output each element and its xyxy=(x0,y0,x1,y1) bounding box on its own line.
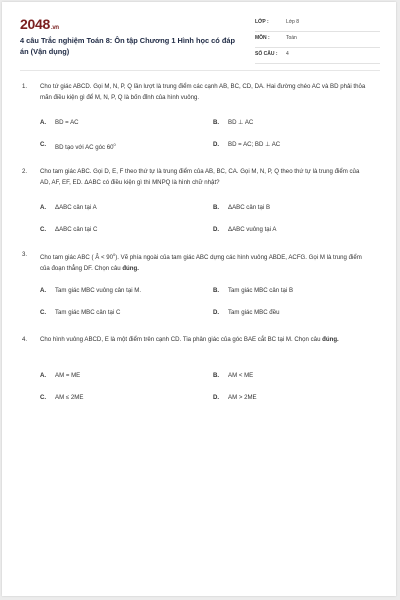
worksheet-page xyxy=(2,2,396,596)
page-title: 4 câu Trắc nghiệm Toán 8: Ôn tập Chương 1 Hình học có đáp án (Vận dụng) xyxy=(20,36,235,56)
option-letter: C. xyxy=(40,394,47,401)
question-text: Cho tứ giác ABCD. Gọi M, N, P, Q lần lượt là trung điểm các cạnh AB, BC, CD, DA. Hai đường chéo AC và BD phải thỏa mãn điều kiện gì để M, N, P, Q là bốn đỉnh của hình vuông. xyxy=(40,83,366,101)
logo-main: 2048 xyxy=(20,16,50,32)
option-text: Tam giác MBC cân tại C xyxy=(55,309,121,316)
question-number: 3. xyxy=(22,251,28,258)
option-letter: B. xyxy=(213,287,220,294)
option-letter: A. xyxy=(40,119,47,126)
option-text: ΔABC cân tại A xyxy=(55,204,97,211)
option-letter: A. xyxy=(40,372,47,379)
option-text: Tam giác MBC đều xyxy=(228,309,280,316)
option-text: AM > 2ME xyxy=(228,394,257,401)
question-number: 4. xyxy=(22,336,28,343)
option-letter: C. xyxy=(40,309,47,316)
logo-domain: .vn xyxy=(50,25,59,31)
meta-label: LỚP : xyxy=(255,19,269,25)
question-2 xyxy=(20,167,375,247)
option-letter: B. xyxy=(213,119,220,126)
meta-row-subject xyxy=(255,32,380,48)
option-letter: D. xyxy=(213,309,220,316)
question-3 xyxy=(20,250,375,330)
option-letter: A. xyxy=(40,287,47,294)
option-text: BD = AC xyxy=(55,119,79,126)
question-text: Cho hình vuông ABCD, E là một điểm trên cạnh CD. Tia phân giác của góc BAE cắt BC tại M. Chọn câu đúng. xyxy=(40,336,339,343)
option-letter: D. xyxy=(213,394,220,401)
option-letter: D. xyxy=(213,141,220,148)
option-text: ΔABC vuông tại A xyxy=(228,226,277,233)
meta-label: SỐ CÂU : xyxy=(255,51,278,57)
meta-value: 4 xyxy=(286,51,289,57)
option-text: AM < ME xyxy=(228,372,254,379)
site-logo[interactable] xyxy=(20,16,59,32)
question-4 xyxy=(20,335,375,415)
option-text: AM ≤ 2ME xyxy=(55,394,84,401)
question-number: 2. xyxy=(22,168,28,175)
option-letter: C. xyxy=(40,141,47,148)
question-number: 1. xyxy=(22,83,28,90)
question-text: Cho tam giác ABC. Gọi D, E, F theo thứ tự là trung điểm của AB, BC, CA. Gọi M, N, P, Q theo thứ tự là trung điểm của AD, AF, EF, ED. ΔABC có điều kiện gì thì MNPQ là hình chữ nhật? xyxy=(40,168,360,186)
option-text: BD = AC; BD ⊥ AC xyxy=(228,141,281,148)
meta-info-panel xyxy=(255,16,380,64)
meta-row-class xyxy=(255,16,380,32)
option-text: AM = ME xyxy=(55,372,81,379)
meta-row-count xyxy=(255,48,380,64)
option-text: Tam giác MBC vuông cân tại M. xyxy=(55,287,142,294)
meta-value: Lớp 8 xyxy=(286,19,300,25)
option-text: BD ⊥ AC xyxy=(228,119,254,126)
option-letter: B. xyxy=(213,372,220,379)
option-text: ΔABC cân tại B xyxy=(228,204,271,211)
option-letter: C. xyxy=(40,226,47,233)
option-letter: B. xyxy=(213,204,220,211)
header-divider xyxy=(20,70,380,71)
option-letter: D. xyxy=(213,226,220,233)
option-text: Tam giác MBC cân tại B xyxy=(228,287,294,294)
option-letter: A. xyxy=(40,204,47,211)
question-text: Cho tam giác ABC ( Â < $90^0$). Vẽ phía ngoài của tam giác ABC dựng các hình vuông ABDE, ACFG. Gọi M là trung điểm của đoạn thẳng DF. Chọn câu đúng. xyxy=(40,252,362,272)
meta-label: MÔN : xyxy=(255,35,270,41)
meta-value: Toán xyxy=(286,35,297,41)
option-text: ΔABC cân tại C xyxy=(55,226,98,233)
option-text: BD tạo với AC góc $60^0$ xyxy=(55,142,116,152)
